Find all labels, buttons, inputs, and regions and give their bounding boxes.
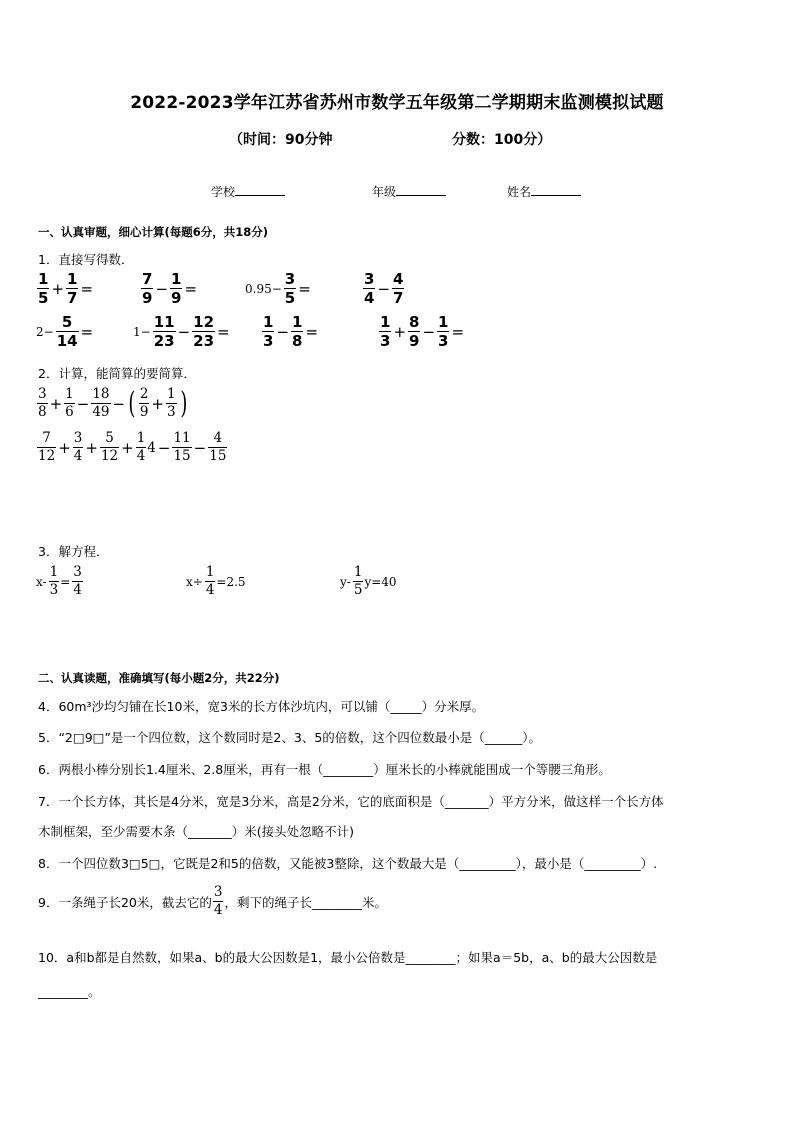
exam-score: 分数：100分）: [452, 132, 552, 148]
question-1-label: 1．直接写得数．: [38, 252, 134, 267]
school-field[interactable]: [211, 183, 285, 200]
exam-time: （时间：90分钟: [229, 132, 333, 148]
q2-expression-2: $\frac{7}{12}$ + $\frac{3}{4}$ + $\frac{5}{12}$ + $\frac{1}{4}$ 4 − $\frac{11}{15}$ − $\frac{4}{15}$: [38, 430, 227, 464]
school-blank[interactable]: [235, 183, 285, 196]
question-2-label: 2．计算，能简算的要简算．: [38, 366, 196, 381]
q1-item-5: 2− $\frac{5}{14}$ =: [36, 313, 94, 350]
section-1-heading: 一、认真审题，细心计算(每题6分，共18分): [38, 225, 269, 239]
name-blank[interactable]: [531, 183, 581, 196]
school-label: 学校: [211, 185, 236, 199]
q3-equation-2: x÷ $\frac{1}{4}$ =2.5: [186, 564, 246, 598]
grade-label: 年级: [372, 185, 397, 199]
question-5: 5．“2□9□”是一个四位数，这个数同时是2、3、5的倍数，这个四位数最小是（______）。: [38, 730, 542, 745]
q1-item-7: $\frac{1}{3}$ − $\frac{1}{8}$ =: [263, 313, 319, 350]
question-10-line-1: 10．a和b都是自然数，如果a、b的最大公因数是1，最小公倍数是________；如果a＝5b，a、b的最大公因数是: [38, 950, 658, 965]
q1-item-2: $\frac{7}{9}$ − $\frac{1}{9}$ =: [142, 270, 198, 307]
section-2-heading: 二、认真读题，准确填写(每小题2分，共22分): [38, 671, 280, 685]
question-4: 4．60m³沙均匀铺在长10米，宽3米的长方体沙坑内，可以铺（_____）分米厚。: [38, 699, 485, 714]
q2-expression-1: $\frac{3}{8}$ + $\frac{1}{6}$ − $\frac{18}{49}$ − ( $\frac{2}{9}$ + $\frac{1}{3}$ ): [38, 385, 187, 421]
grade-blank[interactable]: [396, 183, 446, 196]
q3-equation-1: x- $\frac{1}{3}$ = $\frac{3}{4}$: [36, 564, 82, 598]
q1-item-6: 1− $\frac{11}{23}$ − $\frac{12}{23}$ =: [133, 313, 230, 350]
q3-equation-3: y- $\frac{1}{5}$ y=40: [340, 564, 397, 598]
page-title: 2022-2023学年江苏省苏州市数学五年级第二学期期末监测模拟试题: [130, 93, 664, 113]
q1-item-3: 0.95− $\frac{3}{5}$ =: [245, 270, 311, 307]
grade-field[interactable]: [372, 183, 446, 200]
question-7-line-2: 木制框架，至少需要木条（_______）米(接头处忽略不计): [38, 824, 355, 839]
q1-item-4: $\frac{3}{4}$ − $\frac{4}{7}$: [364, 270, 404, 307]
question-9: 9．一条绳子长20米，截去它的 $\frac{3}{4}$ ，剩下的绳子长________米。: [38, 884, 387, 918]
q1-item-1: $\frac{1}{5}$ + $\frac{1}{7}$ =: [38, 270, 94, 307]
question-8: 8．一个四位数3□5□，它既是2和5的倍数，又能被3整除，这个数最大是（_________），最小是（_________）.: [38, 856, 658, 871]
question-3-label: 3．解方程．: [38, 544, 109, 559]
question-6: 6．两根小棒分别长1.4厘米、2.8厘米，再有一根（________）厘米长的小棒就能围成一个等腰三角形。: [38, 762, 611, 777]
question-10-line-2: ________。: [38, 984, 101, 999]
question-7-line-1: 7．一个长方体，其长是4分米，宽是3分米，高是2分米，它的底面积是（_______）平方分米，做这样一个长方体: [38, 794, 664, 809]
q1-item-8: $\frac{1}{3}$ + $\frac{8}{9}$ − $\frac{1}{3}$ =: [380, 313, 465, 350]
name-label: 姓名: [507, 185, 532, 199]
name-field[interactable]: [507, 183, 581, 200]
